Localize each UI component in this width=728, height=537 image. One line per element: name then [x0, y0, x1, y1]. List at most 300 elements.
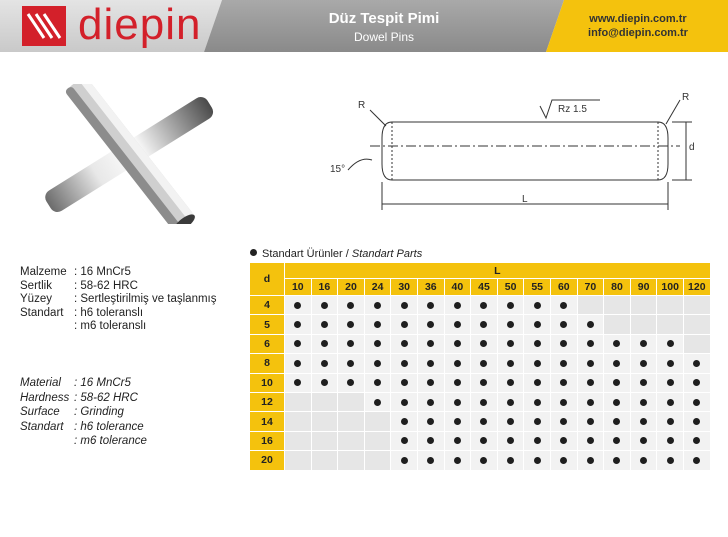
available-cell — [524, 374, 550, 392]
available-dot-icon — [480, 379, 487, 386]
available-dot-icon — [427, 457, 434, 464]
available-cell — [524, 393, 550, 411]
available-cell — [657, 412, 683, 430]
available-dot-icon — [587, 340, 594, 347]
available-dot-icon — [507, 418, 514, 425]
available-cell — [657, 374, 683, 392]
available-dot-icon — [693, 399, 700, 406]
available-dot-icon — [507, 302, 514, 309]
available-cell — [445, 335, 471, 353]
available-cell — [631, 412, 657, 430]
available-dot-icon — [587, 399, 594, 406]
available-cell — [285, 374, 311, 392]
available-dot-icon — [613, 340, 620, 347]
available-cell — [445, 412, 471, 430]
available-cell — [498, 374, 524, 392]
available-dot-icon — [401, 360, 408, 367]
available-cell — [684, 432, 710, 450]
unavailable-cell — [312, 451, 338, 469]
length-header: 90 — [631, 279, 657, 295]
available-dot-icon — [613, 360, 620, 367]
available-cell — [631, 393, 657, 411]
d-header: d — [250, 263, 284, 295]
spec-row: Standart : h6 tolerance — [20, 420, 144, 433]
available-cell — [312, 354, 338, 372]
unavailable-cell — [312, 393, 338, 411]
available-dot-icon — [587, 418, 594, 425]
available-cell — [445, 315, 471, 333]
available-dot-icon — [480, 418, 487, 425]
available-dot-icon — [640, 399, 647, 406]
available-cell — [551, 451, 577, 469]
available-dot-icon — [507, 379, 514, 386]
available-cell — [604, 374, 630, 392]
available-cell — [551, 296, 577, 314]
available-cell — [524, 335, 550, 353]
available-dot-icon — [560, 399, 567, 406]
available-cell — [391, 451, 417, 469]
available-dot-icon — [321, 302, 328, 309]
available-cell — [551, 374, 577, 392]
logo-mark-icon — [22, 6, 66, 46]
radius-right-label: R — [682, 92, 690, 103]
available-cell — [418, 451, 444, 469]
available-dot-icon — [667, 360, 674, 367]
available-dot-icon — [427, 360, 434, 367]
available-dot-icon — [560, 302, 567, 309]
available-cell — [391, 432, 417, 450]
available-dot-icon — [534, 399, 541, 406]
available-cell — [391, 412, 417, 430]
available-cell — [684, 354, 710, 372]
available-dot-icon — [401, 379, 408, 386]
unavailable-cell — [684, 335, 710, 353]
available-dot-icon — [534, 302, 541, 309]
length-header: 36 — [418, 279, 444, 295]
available-dot-icon — [534, 360, 541, 367]
available-cell — [285, 335, 311, 353]
available-cell — [498, 393, 524, 411]
available-cell — [391, 393, 417, 411]
available-cell — [285, 354, 311, 372]
available-cell — [312, 296, 338, 314]
available-dot-icon — [667, 457, 674, 464]
available-cell — [312, 315, 338, 333]
available-cell — [578, 451, 604, 469]
available-dot-icon — [321, 379, 328, 386]
available-dot-icon — [534, 379, 541, 386]
available-cell — [471, 296, 497, 314]
caption-tr: Standart Ürünler / — [262, 248, 352, 260]
available-dot-icon — [294, 321, 301, 328]
available-cell — [551, 315, 577, 333]
available-dot-icon — [480, 321, 487, 328]
available-dot-icon — [454, 340, 461, 347]
unavailable-cell — [338, 432, 364, 450]
available-cell — [312, 335, 338, 353]
length-header: 16 — [312, 279, 338, 295]
diameter-cell: 12 — [250, 393, 284, 411]
available-dot-icon — [613, 418, 620, 425]
available-dot-icon — [507, 437, 514, 444]
available-dot-icon — [427, 379, 434, 386]
available-dot-icon — [454, 418, 461, 425]
available-dot-icon — [347, 321, 354, 328]
available-cell — [551, 393, 577, 411]
available-dot-icon — [640, 437, 647, 444]
available-cell — [578, 354, 604, 372]
available-cell — [338, 335, 364, 353]
unavailable-cell — [631, 315, 657, 333]
available-cell — [631, 374, 657, 392]
available-cell — [338, 374, 364, 392]
length-header: 100 — [657, 279, 683, 295]
available-dot-icon — [347, 302, 354, 309]
available-dot-icon — [374, 360, 381, 367]
available-dot-icon — [294, 302, 301, 309]
diameter-label: d — [689, 142, 695, 153]
diameter-cell: 14 — [250, 412, 284, 430]
available-cell — [657, 451, 683, 469]
available-cell — [338, 315, 364, 333]
available-cell — [445, 296, 471, 314]
available-cell — [524, 451, 550, 469]
available-cell — [445, 354, 471, 372]
length-header: 40 — [445, 279, 471, 295]
spec-row: Sertlik : 58-62 HRC — [20, 279, 138, 292]
available-dot-icon — [587, 321, 594, 328]
available-cell — [578, 393, 604, 411]
available-cell — [524, 315, 550, 333]
unavailable-cell — [365, 451, 391, 469]
diameter-cell: 4 — [250, 296, 284, 314]
available-cell — [471, 412, 497, 430]
contact-block — [578, 12, 698, 40]
available-cell — [657, 393, 683, 411]
available-dot-icon — [667, 340, 674, 347]
available-dot-icon — [534, 418, 541, 425]
length-header: 50 — [498, 279, 524, 295]
available-dot-icon — [347, 360, 354, 367]
diameter-cell: 10 — [250, 374, 284, 392]
available-dot-icon — [401, 437, 408, 444]
available-dot-icon — [560, 321, 567, 328]
unavailable-cell — [631, 296, 657, 314]
unavailable-cell — [365, 432, 391, 450]
available-dot-icon — [534, 340, 541, 347]
available-cell — [578, 335, 604, 353]
diameter-cell: 8 — [250, 354, 284, 372]
available-cell — [285, 315, 311, 333]
available-cell — [418, 335, 444, 353]
available-dot-icon — [613, 437, 620, 444]
available-dot-icon — [374, 302, 381, 309]
available-cell — [391, 335, 417, 353]
available-dot-icon — [401, 340, 408, 347]
available-cell — [604, 432, 630, 450]
spec-row: Standart : h6 toleranslı — [20, 306, 144, 319]
available-cell — [418, 412, 444, 430]
available-dot-icon — [374, 399, 381, 406]
unavailable-cell — [657, 296, 683, 314]
unavailable-cell — [365, 412, 391, 430]
available-cell — [498, 315, 524, 333]
table-caption — [250, 248, 422, 260]
unavailable-cell — [657, 315, 683, 333]
available-dot-icon — [427, 302, 434, 309]
diameter-cell: 6 — [250, 335, 284, 353]
available-dot-icon — [667, 437, 674, 444]
available-cell — [498, 354, 524, 372]
available-dot-icon — [560, 360, 567, 367]
available-cell — [684, 393, 710, 411]
spec-row: Malzeme : 16 MnCr5 — [20, 266, 131, 278]
available-dot-icon — [427, 418, 434, 425]
available-dot-icon — [347, 379, 354, 386]
brand-logo-text[interactable]: diepin — [78, 0, 202, 49]
angle-label: 15° — [330, 164, 346, 175]
available-cell — [391, 296, 417, 314]
radius-left-label: R — [358, 100, 366, 111]
available-cell — [418, 315, 444, 333]
available-dot-icon — [401, 302, 408, 309]
available-cell — [418, 432, 444, 450]
length-header: 30 — [391, 279, 417, 295]
available-cell — [551, 335, 577, 353]
available-dot-icon — [613, 457, 620, 464]
available-cell — [471, 335, 497, 353]
available-dot-icon — [321, 321, 328, 328]
unavailable-cell — [312, 412, 338, 430]
available-cell — [418, 393, 444, 411]
roughness-label: Rz 1.5 — [558, 104, 587, 115]
available-dot-icon — [401, 457, 408, 464]
unavailable-cell — [684, 296, 710, 314]
available-cell — [471, 393, 497, 411]
diameter-cell: 20 — [250, 451, 284, 469]
available-cell — [418, 374, 444, 392]
available-cell — [578, 374, 604, 392]
available-cell — [365, 393, 391, 411]
unavailable-cell — [604, 315, 630, 333]
available-cell — [524, 296, 550, 314]
available-cell — [631, 335, 657, 353]
available-cell — [498, 296, 524, 314]
available-cell — [471, 374, 497, 392]
length-header: 10 — [285, 279, 311, 295]
available-cell — [365, 296, 391, 314]
available-cell — [631, 451, 657, 469]
spec-row: Surface : Grinding — [20, 406, 124, 418]
available-dot-icon — [613, 399, 620, 406]
available-dot-icon — [693, 457, 700, 464]
length-header: 24 — [365, 279, 391, 295]
available-dot-icon — [587, 437, 594, 444]
length-header: 120 — [684, 279, 710, 295]
length-header: 20 — [338, 279, 364, 295]
unavailable-cell — [312, 432, 338, 450]
available-dot-icon — [294, 340, 301, 347]
available-dot-icon — [480, 399, 487, 406]
unavailable-cell — [338, 393, 364, 411]
available-cell — [498, 451, 524, 469]
unavailable-cell — [285, 393, 311, 411]
available-dot-icon — [534, 321, 541, 328]
available-cell — [551, 354, 577, 372]
available-dot-icon — [480, 302, 487, 309]
website-link[interactable]: www.diepin.com.tr — [589, 13, 687, 25]
spec-row: Material : 16 MnCr5 — [20, 377, 131, 389]
unavailable-cell — [338, 451, 364, 469]
available-dot-icon — [454, 302, 461, 309]
length-header: 80 — [604, 279, 630, 295]
available-cell — [365, 335, 391, 353]
available-dot-icon — [560, 379, 567, 386]
available-cell — [418, 354, 444, 372]
available-dot-icon — [667, 418, 674, 425]
length-header: 45 — [471, 279, 497, 295]
diameter-cell: 16 — [250, 432, 284, 450]
available-dot-icon — [587, 360, 594, 367]
available-dot-icon — [480, 340, 487, 347]
available-dot-icon — [507, 457, 514, 464]
available-cell — [445, 393, 471, 411]
available-dot-icon — [454, 379, 461, 386]
available-cell — [471, 354, 497, 372]
available-dot-icon — [534, 457, 541, 464]
available-dot-icon — [640, 379, 647, 386]
available-cell — [657, 432, 683, 450]
length-header: 55 — [524, 279, 550, 295]
available-dot-icon — [401, 418, 408, 425]
available-cell — [604, 354, 630, 372]
available-cell — [418, 296, 444, 314]
page-title: Düz Tespit Pimi — [328, 10, 440, 27]
available-dot-icon — [454, 457, 461, 464]
unavailable-cell — [604, 296, 630, 314]
available-cell — [471, 451, 497, 469]
available-dot-icon — [427, 437, 434, 444]
available-cell — [285, 296, 311, 314]
available-dot-icon — [640, 457, 647, 464]
available-dot-icon — [693, 379, 700, 386]
diameter-cell: 5 — [250, 315, 284, 333]
page-subtitle: Dowel Pins — [353, 30, 415, 44]
available-cell — [445, 432, 471, 450]
spec-row: : m6 toleranslı — [74, 320, 147, 332]
available-dot-icon — [374, 379, 381, 386]
available-cell — [338, 296, 364, 314]
bullet-icon — [250, 249, 257, 256]
available-cell — [578, 315, 604, 333]
available-dot-icon — [401, 321, 408, 328]
available-cell — [657, 354, 683, 372]
available-cell — [471, 315, 497, 333]
available-cell — [578, 432, 604, 450]
available-dot-icon — [560, 418, 567, 425]
available-dot-icon — [454, 360, 461, 367]
available-dot-icon — [640, 340, 647, 347]
available-cell — [498, 335, 524, 353]
available-dot-icon — [347, 340, 354, 347]
available-cell — [391, 315, 417, 333]
available-dot-icon — [560, 340, 567, 347]
available-dot-icon — [454, 399, 461, 406]
available-cell — [684, 412, 710, 430]
available-dot-icon — [507, 360, 514, 367]
available-dot-icon — [507, 399, 514, 406]
unavailable-cell — [285, 432, 311, 450]
spec-row: : m6 tolerance — [74, 435, 147, 447]
available-dot-icon — [560, 437, 567, 444]
available-dot-icon — [374, 321, 381, 328]
available-dot-icon — [534, 437, 541, 444]
available-cell — [391, 354, 417, 372]
available-dot-icon — [640, 418, 647, 425]
available-cell — [365, 374, 391, 392]
available-cell — [365, 315, 391, 333]
available-dot-icon — [667, 379, 674, 386]
available-dot-icon — [427, 399, 434, 406]
available-dot-icon — [374, 340, 381, 347]
available-cell — [684, 374, 710, 392]
available-dot-icon — [321, 340, 328, 347]
available-dot-icon — [454, 321, 461, 328]
technical-drawing — [300, 86, 700, 216]
available-cell — [365, 354, 391, 372]
unavailable-cell — [684, 315, 710, 333]
length-header: 70 — [578, 279, 604, 295]
available-dot-icon — [507, 321, 514, 328]
length-header: 60 — [551, 279, 577, 295]
available-dot-icon — [640, 360, 647, 367]
available-cell — [604, 335, 630, 353]
available-cell — [445, 374, 471, 392]
available-cell — [578, 412, 604, 430]
available-cell — [684, 451, 710, 469]
available-cell — [498, 412, 524, 430]
email-link[interactable]: info@diepin.com.tr — [588, 27, 688, 39]
available-dot-icon — [587, 379, 594, 386]
available-dot-icon — [693, 437, 700, 444]
available-dot-icon — [427, 340, 434, 347]
spec-row: Hardness : 58-62 HRC — [20, 391, 138, 404]
available-dot-icon — [427, 321, 434, 328]
available-cell — [604, 393, 630, 411]
unavailable-cell — [338, 412, 364, 430]
available-dot-icon — [480, 360, 487, 367]
available-cell — [445, 451, 471, 469]
length-label: L — [522, 194, 528, 205]
l-header: L — [285, 263, 710, 278]
available-cell — [391, 374, 417, 392]
available-cell — [551, 412, 577, 430]
available-cell — [471, 432, 497, 450]
specs-turkish — [20, 266, 217, 334]
available-dot-icon — [587, 457, 594, 464]
specs-english — [20, 376, 147, 449]
available-dot-icon — [454, 437, 461, 444]
available-dot-icon — [294, 360, 301, 367]
available-cell — [498, 432, 524, 450]
available-dot-icon — [507, 340, 514, 347]
available-cell — [524, 432, 550, 450]
unavailable-cell — [285, 412, 311, 430]
available-cell — [604, 451, 630, 469]
available-dot-icon — [693, 418, 700, 425]
spec-row: Yüzey : Sertleştirilmiş ve taşlanmış — [20, 293, 217, 305]
dowel-pin-image — [20, 84, 240, 224]
